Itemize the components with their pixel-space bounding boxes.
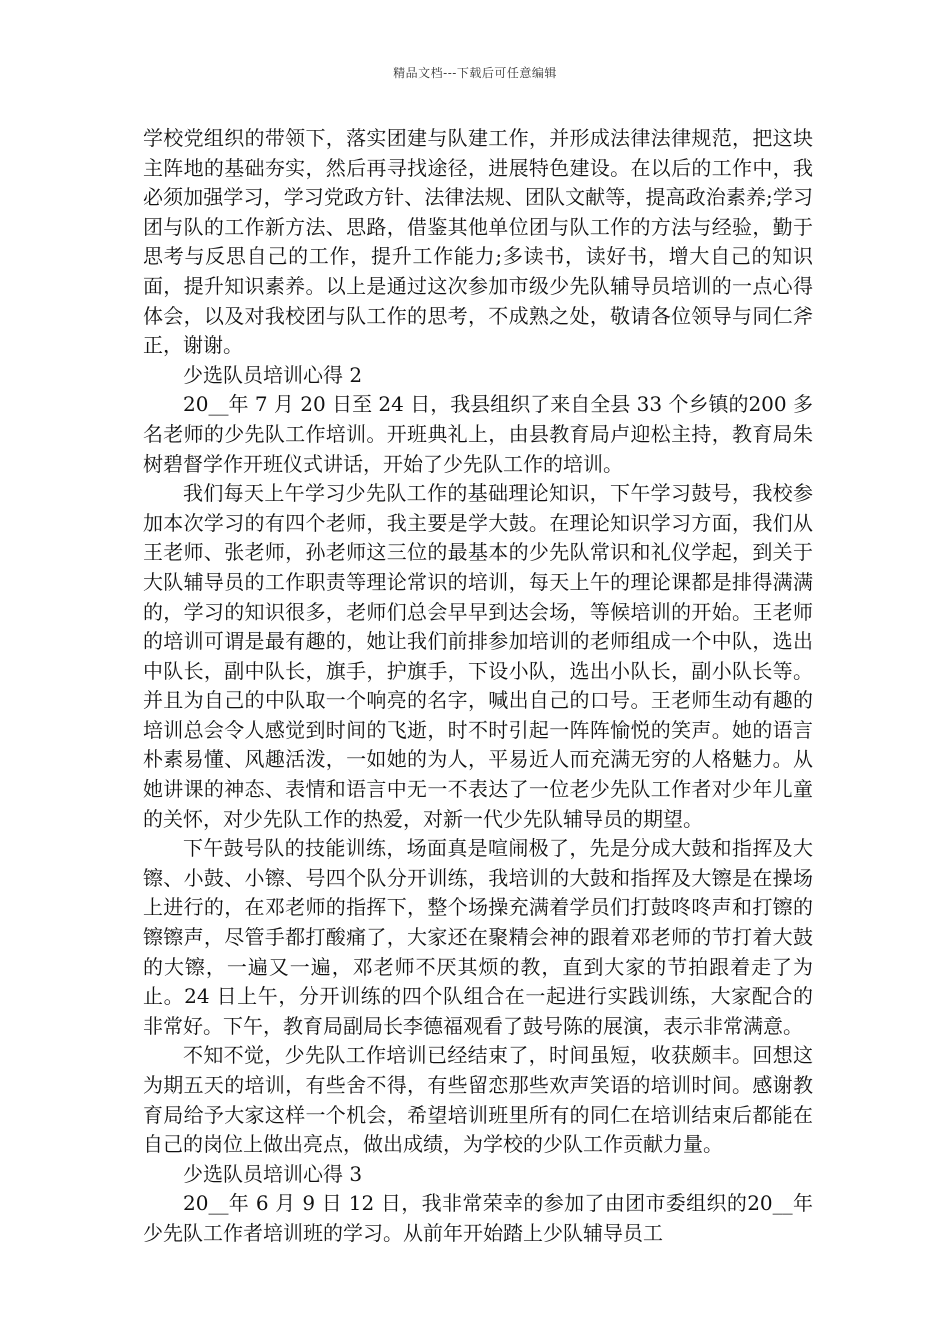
section-heading-2: 少选队员培训心得 2 bbox=[183, 362, 363, 387]
paragraph-theory-study: 我们每天上午学习少先队工作的基础理论知识，下午学习鼓号，我校参加本次学习的有四个老师，我主要是学大鼓。在理论知识学习方面，我们从王老师、张老师，孙老师这三位的最基本的少先队常识和礼仪学起，到关于大队辅导员的工作职责等理论常识的培训，每天上午的理论课都是排得满满的，学习的知识很多，老师们总会早早到达会场，等候培训的开始。王老师的培训可谓是最有趣的，她让我们前排参加培训的老师组成一个中队，选出中队长，副中队长，旗手，护旗手，下设小队，选出小队长，副小队长等。并且为自己的中队取一个响亮的名字，喊出自己的口号。王老师生动有趣的培训总会令人感觉到时间的飞逝，时不时引起一阵阵愉悦的笑声。她的语言朴素易懂、风趣活泼，一如她的为人，平易近人而充满无穷的人格魅力。从她讲课的神态、表情和语言中无一不表达了一位老少先队工作者对少年儿童的关怀，对少先队工作的热爱，对新一代少先队辅导员的期望。 bbox=[143, 481, 813, 831]
paragraph-training-intro: 20__年 7 月 20 日至 24 日，我县组织了来自全县 33 个乡镇的200 多名老师的少先队工作培训。开班典礼上，由县教育局卢迎松主持，教育局朱树碧督学作开班仪式讲话，开始了少先队工作的培训。 bbox=[143, 392, 813, 476]
paragraph-drum-training: 下午鼓号队的技能训练，场面真是喧闹极了，先是分成大鼓和指挥及大镲、小鼓、小镲、号四个队分开训练，我培训的大鼓和指挥及大镲是在操场上进行的，在邓老师的指挥下，整个场操充满着学员们打鼓咚咚声和打镲的镲镲声，尽管手都打酸痛了，大家还在聚精会神的跟着邓老师的节打着大鼓的大镲，一遍又一遍，邓老师不厌其烦的教，直到大家的节拍跟着走了为止。24 日上午，分开训练的四个队组合在一起进行实践训练，大家配合的非常好。下午，教育局副局长李德福观看了鼓号陈的展演，表示非常满意。 bbox=[143, 836, 813, 1038]
document-body bbox=[143, 124, 813, 1249]
paragraph-continuation: 学校党组织的带领下，落实团建与队建工作，并形成法律法律规范，把这块主阵地的基础夯实，然后再寻找途径，进展特色建设。在以后的工作中，我必须加强学习，学习党政方针、法律法规、团队文献等，提高政治素养;学习团与队的工作新方法、思路，借鉴其他单位团与队工作的方法与经验，勤于思考与反思自己的工作，提升工作能力;多读书，读好书，增大自己的知识面，提升知识素养。以上是通过这次参加市级少先队辅导员培训的一点心得体会，以及对我校团与队工作的思考，不成熟之处，敬请各位领导与同仁斧正，谢谢。 bbox=[143, 126, 813, 358]
page-header: 精品文档---下载后可任意编辑 bbox=[393, 66, 557, 80]
paragraph-conclusion: 不知不觉，少先队工作培训已经结束了，时间虽短，收获颇丰。回想这为期五天的培训，有些舍不得，有些留恋那些欢声笑语的培训时间。感谢教育局给予大家这样一个机会，希望培训班里所有的同仁在培训结束后都能在自己的岗位上做出亮点，做出成绩，为学校的少队工作贡献力量。 bbox=[143, 1043, 813, 1157]
section-heading-3: 少选队员培训心得 3 bbox=[183, 1161, 363, 1186]
paragraph-section3-intro: 20__年 6 月 9 日 12 日，我非常荣幸的参加了由团市委组织的20__年少先队工作者培训班的学习。从前年开始踏上少队辅导员工 bbox=[143, 1191, 813, 1245]
